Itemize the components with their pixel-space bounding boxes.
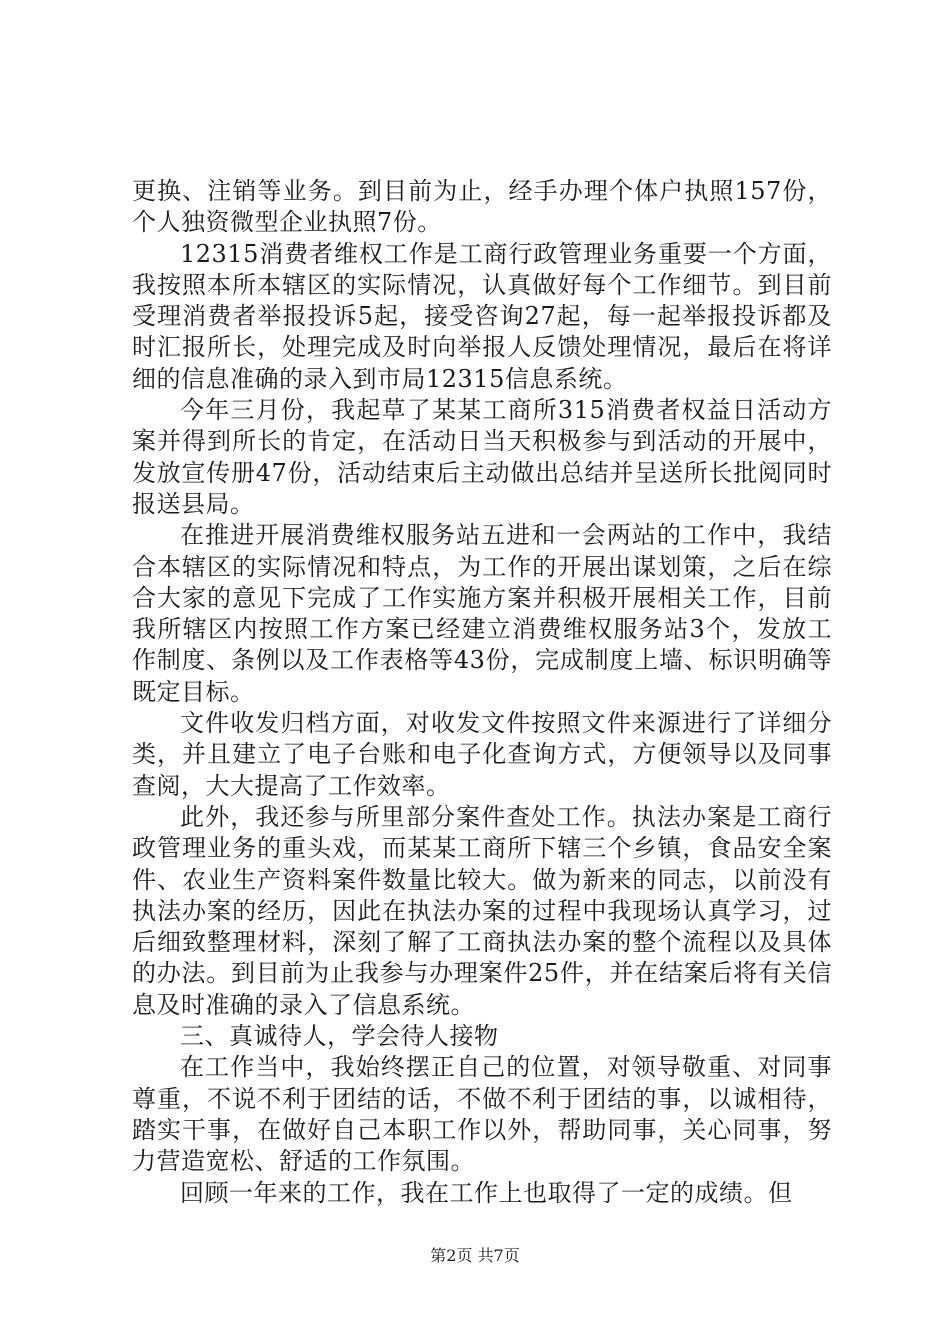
paragraph: 今年三月份，我起草了某某工商所315消费者权益日活动方案并得到所长的肯定，在活动日当天积极参与到活动的开展中，发放宣传册47份，活动结束后主动做出总结并呈送所长批阅同时报送县局。 — [132, 396, 832, 518]
paragraph: 此外，我还参与所里部分案件查处工作。执法办案是工商行政管理业务的重头戏，而某某工商所下辖三个乡镇，食品安全案件、农业生产资料案件数量比较大。做为新来的同志，以前没有执法办案的经历，因此在执法办案的过程中我现场认真学习，过后细致整理材料，深刻了解了工商执法办案的整个流程以及具体的办法。到目前为止我参与办理案件25件，并在结案后将有关信息及时准确的录入了信息系统。 — [132, 802, 832, 1019]
paragraph: 回顾一年来的工作，我在工作上也取得了一定的成绩。但 — [180, 1178, 793, 1207]
paragraph: 在推进开展消费维权服务站五进和一会两站的工作中，我结合本辖区的实际情况和特点，为工作的开展出谋划策，之后在综合大家的意见下完成了工作实施方案并积极开展相关工作，目前我所辖区内按照工作方案已经建立消费维权服务站3个，发放工作制度、条例以及工作表格等43份，完成制度上墙、标识明确等既定目标。 — [132, 521, 832, 706]
paragraph: 在工作当中，我始终摆正自己的位置，对领导敬重、对同事尊重，不说不利于团结的话，不做不利于团结的事，以诚相待，踏实干事，在做好自己本职工作以外，帮助同事，关心同事，努力营造宽松、舒适的工作氛围。 — [132, 1053, 832, 1176]
section-heading: 三、真诚待人，学会待人接物 — [180, 1022, 499, 1051]
document-body — [132, 176, 832, 1209]
paragraph: 文件收发归档方面，对收发文件按照文件来源进行了详细分类，并且建立了电子台账和电子化查询方式，方便领导以及同事查阅，大大提高了工作效率。 — [132, 709, 832, 800]
paragraph: 12315消费者维权工作是工商行政管理业务重要一个方面，我按照本所本辖区的实际情况，认真做好每个工作细节。到目前受理消费者举报投诉5起，接受咨询27起，每一起举报投诉都及时汇报所长，处理完成及时向举报人反馈处理情况，最后在将详细的信息准确的录入到市局12315信息系统。 — [132, 239, 832, 393]
page-footer: 第2页 共7页 — [430, 1246, 520, 1265]
paragraph: 更换、注销等业务。到目前为止，经手办理个体户执照157份，个人独资微型企业执照7份。 — [132, 177, 832, 237]
